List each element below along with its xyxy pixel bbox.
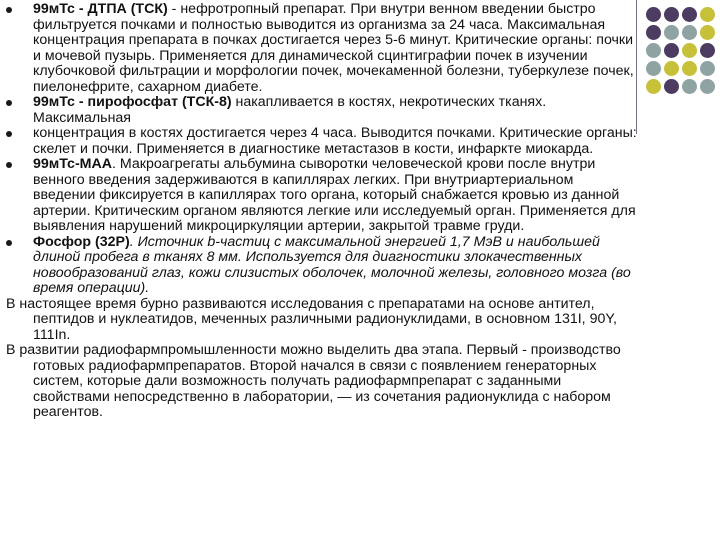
list-item xyxy=(6,126,638,157)
decor-dot xyxy=(646,7,661,22)
decor-dot xyxy=(700,43,715,58)
list-item xyxy=(6,157,638,235)
item-heading: 99мТс-МАА xyxy=(33,156,112,172)
decor-dot xyxy=(664,25,679,40)
bullet-icon xyxy=(6,131,12,137)
decor-dot xyxy=(682,7,697,22)
decor-dot xyxy=(682,61,697,76)
decor-dot xyxy=(664,43,679,58)
item-text: концентрация в костях достигается через 4 часа. Выводится почками. Критические органы: скелет и почки. Применяется в диагностике метастазов в кости, инфаркте миокарда. xyxy=(33,125,637,157)
list-item xyxy=(6,2,638,95)
bullet-icon xyxy=(6,240,12,246)
item-text: - нефротропный препарат. При внутри венном введении быстро фильтруется почками и полностью выводится из организма за 24 часа. Максимальная концентрация препарата в почках достигается через 5-6 минут. Критические органы: почки и мочевой пузырь. Применяется для динамической сцинтиграфии почек в изучении клубочковой фильтрации и морфологии почек, мочекаменной болезни, туберкулезе почек, пиелонефрите, сахарном диабете. xyxy=(33,1,634,95)
decor-dot xyxy=(646,43,661,58)
decor-dot xyxy=(664,79,679,94)
bullet-icon xyxy=(6,162,12,168)
item-heading: Фосфор (32Р) xyxy=(33,233,130,250)
decor-dot xyxy=(646,25,661,40)
list-item xyxy=(6,235,638,297)
slide-body xyxy=(6,2,638,421)
bullet-icon xyxy=(6,100,12,106)
item-heading: 99мТс - ДТПА (ТСК) xyxy=(33,1,168,17)
decor-dot xyxy=(700,25,715,40)
decor-dot xyxy=(682,43,697,58)
item-heading: 99мТс - пирофосфат (ТСК-8) xyxy=(33,94,232,110)
bullet-icon xyxy=(6,7,12,13)
decor-dot xyxy=(700,61,715,76)
decor-dot xyxy=(700,7,715,22)
item-text: накапливается в костях, некротических тканях. Максимальная xyxy=(33,94,547,126)
paragraph: В настоящее время бурно развиваются исследования с препаратами на основе антител, пептидов и нуклеатидов, меченных различными радионуклидами, в основном 131I, 90Y, 111In. xyxy=(6,295,617,343)
decor-dot xyxy=(646,79,661,94)
item-text: . Источник b-частиц с максимальной энергией 1,7 МэВ и наибольшей длиной пробега в тканях 8 мм. Используется для диагностики злокачественных новообразований глаз, кожи слизистых оболочек, молочной железы, головного мозга (во время операции). xyxy=(33,233,631,296)
decor-dot xyxy=(664,7,679,22)
decor-dot xyxy=(682,25,697,40)
paragraph: В развитии радиофармпромышленности можно выделить два этапа. Первый - производство готовых радиофармпрепаратов. Второй начался в связи с появлением генераторных систем, которые дали возможность получать радиофармпрепарат с заданными свойствами непосредственно в лаборатории, — из сочетания радионуклида с набором реагентов. xyxy=(6,342,621,420)
dot-grid-icon xyxy=(642,7,718,99)
decor-dot xyxy=(700,79,715,94)
decor-dot xyxy=(682,79,697,94)
decor-dot xyxy=(646,61,661,76)
item-text: . Макроагрегаты альбумина сыворотки человеческой крови после внутри венного введения задерживаются в капиллярах легких. При внутриартериальном введении фиксируется в капиллярах того органа, который снабжается кровью из данной артерии. Критическим органом являются легкие или исследуемый орган. Применяется для выявления нарушений микроциркуляции артерии, закрытой травме груди. xyxy=(33,156,636,234)
list-item xyxy=(6,95,638,126)
decor-dot xyxy=(664,61,679,76)
